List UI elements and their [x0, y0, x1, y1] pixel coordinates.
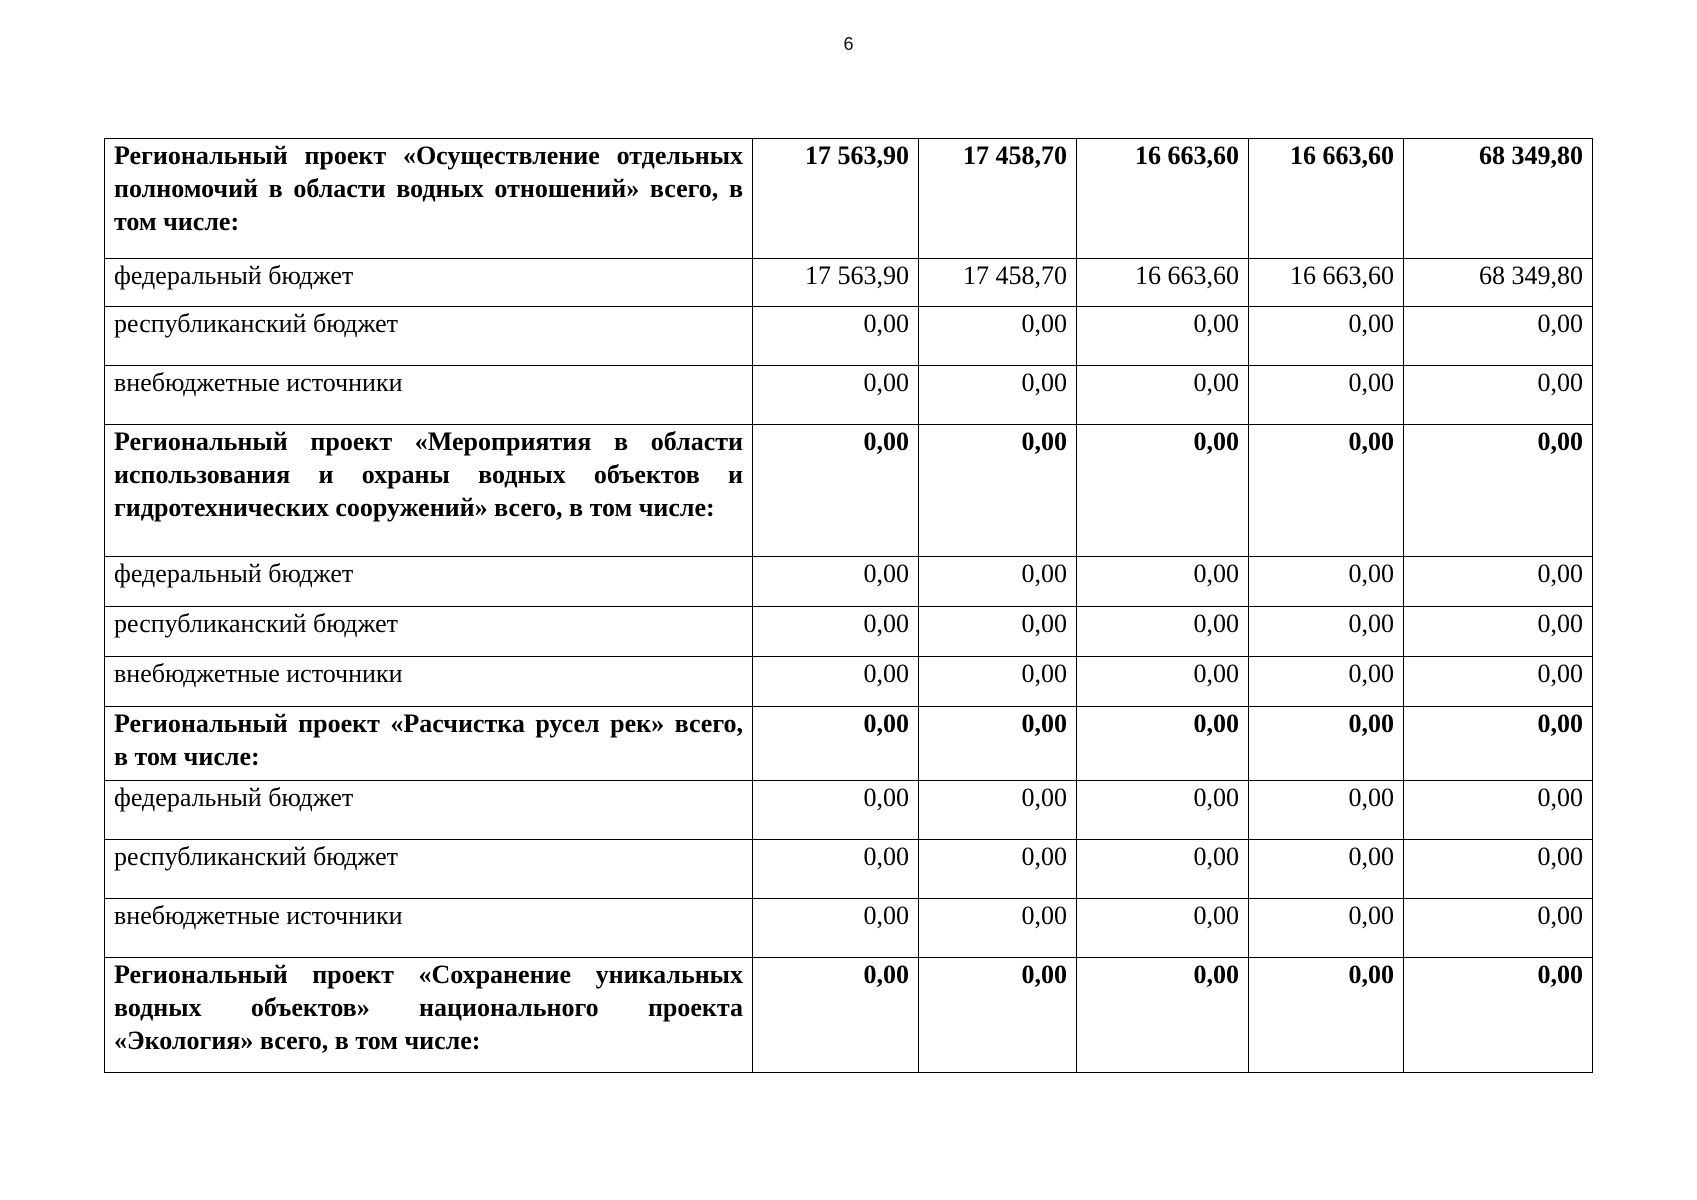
table-row	[105, 366, 1593, 425]
value-cell: 0,00	[753, 557, 919, 607]
value-cell: 16 663,60	[1077, 139, 1249, 259]
value-cell: 0,00	[919, 899, 1077, 958]
value-cell: 0,00	[1249, 958, 1404, 1073]
row-label: республиканский бюджет	[105, 307, 753, 366]
value-cell: 0,00	[1077, 958, 1249, 1073]
value-cell: 0,00	[919, 607, 1077, 657]
row-label: внебюджетные источники	[105, 899, 753, 958]
value-cell: 0,00	[1404, 958, 1593, 1073]
value-cell: 0,00	[1404, 366, 1593, 425]
value-cell: 0,00	[1249, 707, 1404, 781]
table-row-group	[105, 958, 1593, 1073]
table-row	[105, 259, 1593, 307]
table-row	[105, 557, 1593, 607]
value-cell: 0,00	[1249, 557, 1404, 607]
value-cell: 0,00	[1077, 607, 1249, 657]
value-cell: 0,00	[919, 781, 1077, 840]
value-cell: 0,00	[753, 657, 919, 707]
value-cell: 0,00	[919, 425, 1077, 557]
value-cell: 0,00	[753, 958, 919, 1073]
value-cell: 0,00	[1077, 899, 1249, 958]
value-cell: 0,00	[753, 899, 919, 958]
value-cell: 17 458,70	[919, 259, 1077, 307]
value-cell: 0,00	[753, 840, 919, 899]
value-cell: 0,00	[1249, 840, 1404, 899]
value-cell: 0,00	[1404, 781, 1593, 840]
value-cell: 0,00	[1077, 707, 1249, 781]
value-cell: 0,00	[753, 607, 919, 657]
value-cell: 16 663,60	[1077, 259, 1249, 307]
value-cell: 0,00	[1077, 307, 1249, 366]
row-label: Региональный проект «Сохранение уникальных водных объектов» национального проекта «Экология» всего, в том числе:	[105, 958, 753, 1073]
value-cell: 68 349,80	[1404, 259, 1593, 307]
value-cell: 0,00	[1249, 657, 1404, 707]
value-cell: 16 663,60	[1249, 139, 1404, 259]
value-cell: 0,00	[1249, 899, 1404, 958]
value-cell: 0,00	[1077, 781, 1249, 840]
value-cell: 17 563,90	[753, 139, 919, 259]
value-cell: 0,00	[1077, 840, 1249, 899]
row-label: федеральный бюджет	[105, 259, 753, 307]
page-number: 6	[843, 34, 854, 54]
value-cell: 0,00	[1404, 307, 1593, 366]
table-row-group	[105, 139, 1593, 259]
table-row	[105, 781, 1593, 840]
row-label: Региональный проект «Расчистка русел рек» всего, в том числе:	[105, 707, 753, 781]
value-cell: 0,00	[753, 425, 919, 557]
value-cell: 0,00	[1077, 557, 1249, 607]
table-row-group	[105, 707, 1593, 781]
budget-table	[104, 138, 1593, 1073]
value-cell: 0,00	[919, 366, 1077, 425]
value-cell: 0,00	[1404, 657, 1593, 707]
value-cell: 0,00	[1077, 657, 1249, 707]
value-cell: 16 663,60	[1249, 259, 1404, 307]
value-cell: 0,00	[919, 958, 1077, 1073]
value-cell: 0,00	[919, 657, 1077, 707]
value-cell: 0,00	[753, 781, 919, 840]
value-cell: 0,00	[1077, 366, 1249, 425]
value-cell: 0,00	[753, 307, 919, 366]
value-cell: 17 563,90	[753, 259, 919, 307]
value-cell: 0,00	[1249, 781, 1404, 840]
value-cell: 0,00	[753, 707, 919, 781]
value-cell: 0,00	[1249, 425, 1404, 557]
row-label: федеральный бюджет	[105, 557, 753, 607]
table-row	[105, 657, 1593, 707]
row-label: федеральный бюджет	[105, 781, 753, 840]
table-row	[105, 840, 1593, 899]
row-label: республиканский бюджет	[105, 607, 753, 657]
row-label: Региональный проект «Мероприятия в области использования и охраны водных объектов и гидротехнических сооружений» всего, в том числе:	[105, 425, 753, 557]
value-cell: 0,00	[919, 707, 1077, 781]
value-cell: 0,00	[1077, 425, 1249, 557]
value-cell: 0,00	[1404, 840, 1593, 899]
row-label: республиканский бюджет	[105, 840, 753, 899]
row-label: Региональный проект «Осуществление отдельных полномочий в области водных отношений» всего, в том числе:	[105, 139, 753, 259]
value-cell: 0,00	[753, 366, 919, 425]
value-cell: 0,00	[1249, 607, 1404, 657]
value-cell: 0,00	[919, 840, 1077, 899]
value-cell: 0,00	[919, 307, 1077, 366]
table-row	[105, 607, 1593, 657]
table-row-group	[105, 425, 1593, 557]
value-cell: 0,00	[1249, 307, 1404, 366]
row-label: внебюджетные источники	[105, 657, 753, 707]
value-cell: 0,00	[919, 557, 1077, 607]
value-cell: 0,00	[1404, 425, 1593, 557]
value-cell: 68 349,80	[1404, 139, 1593, 259]
value-cell: 0,00	[1404, 899, 1593, 958]
value-cell: 0,00	[1249, 366, 1404, 425]
table-row	[105, 307, 1593, 366]
value-cell: 0,00	[1404, 607, 1593, 657]
row-label: внебюджетные источники	[105, 366, 753, 425]
table-row	[105, 899, 1593, 958]
value-cell: 0,00	[1404, 707, 1593, 781]
value-cell: 0,00	[1404, 557, 1593, 607]
value-cell: 17 458,70	[919, 139, 1077, 259]
